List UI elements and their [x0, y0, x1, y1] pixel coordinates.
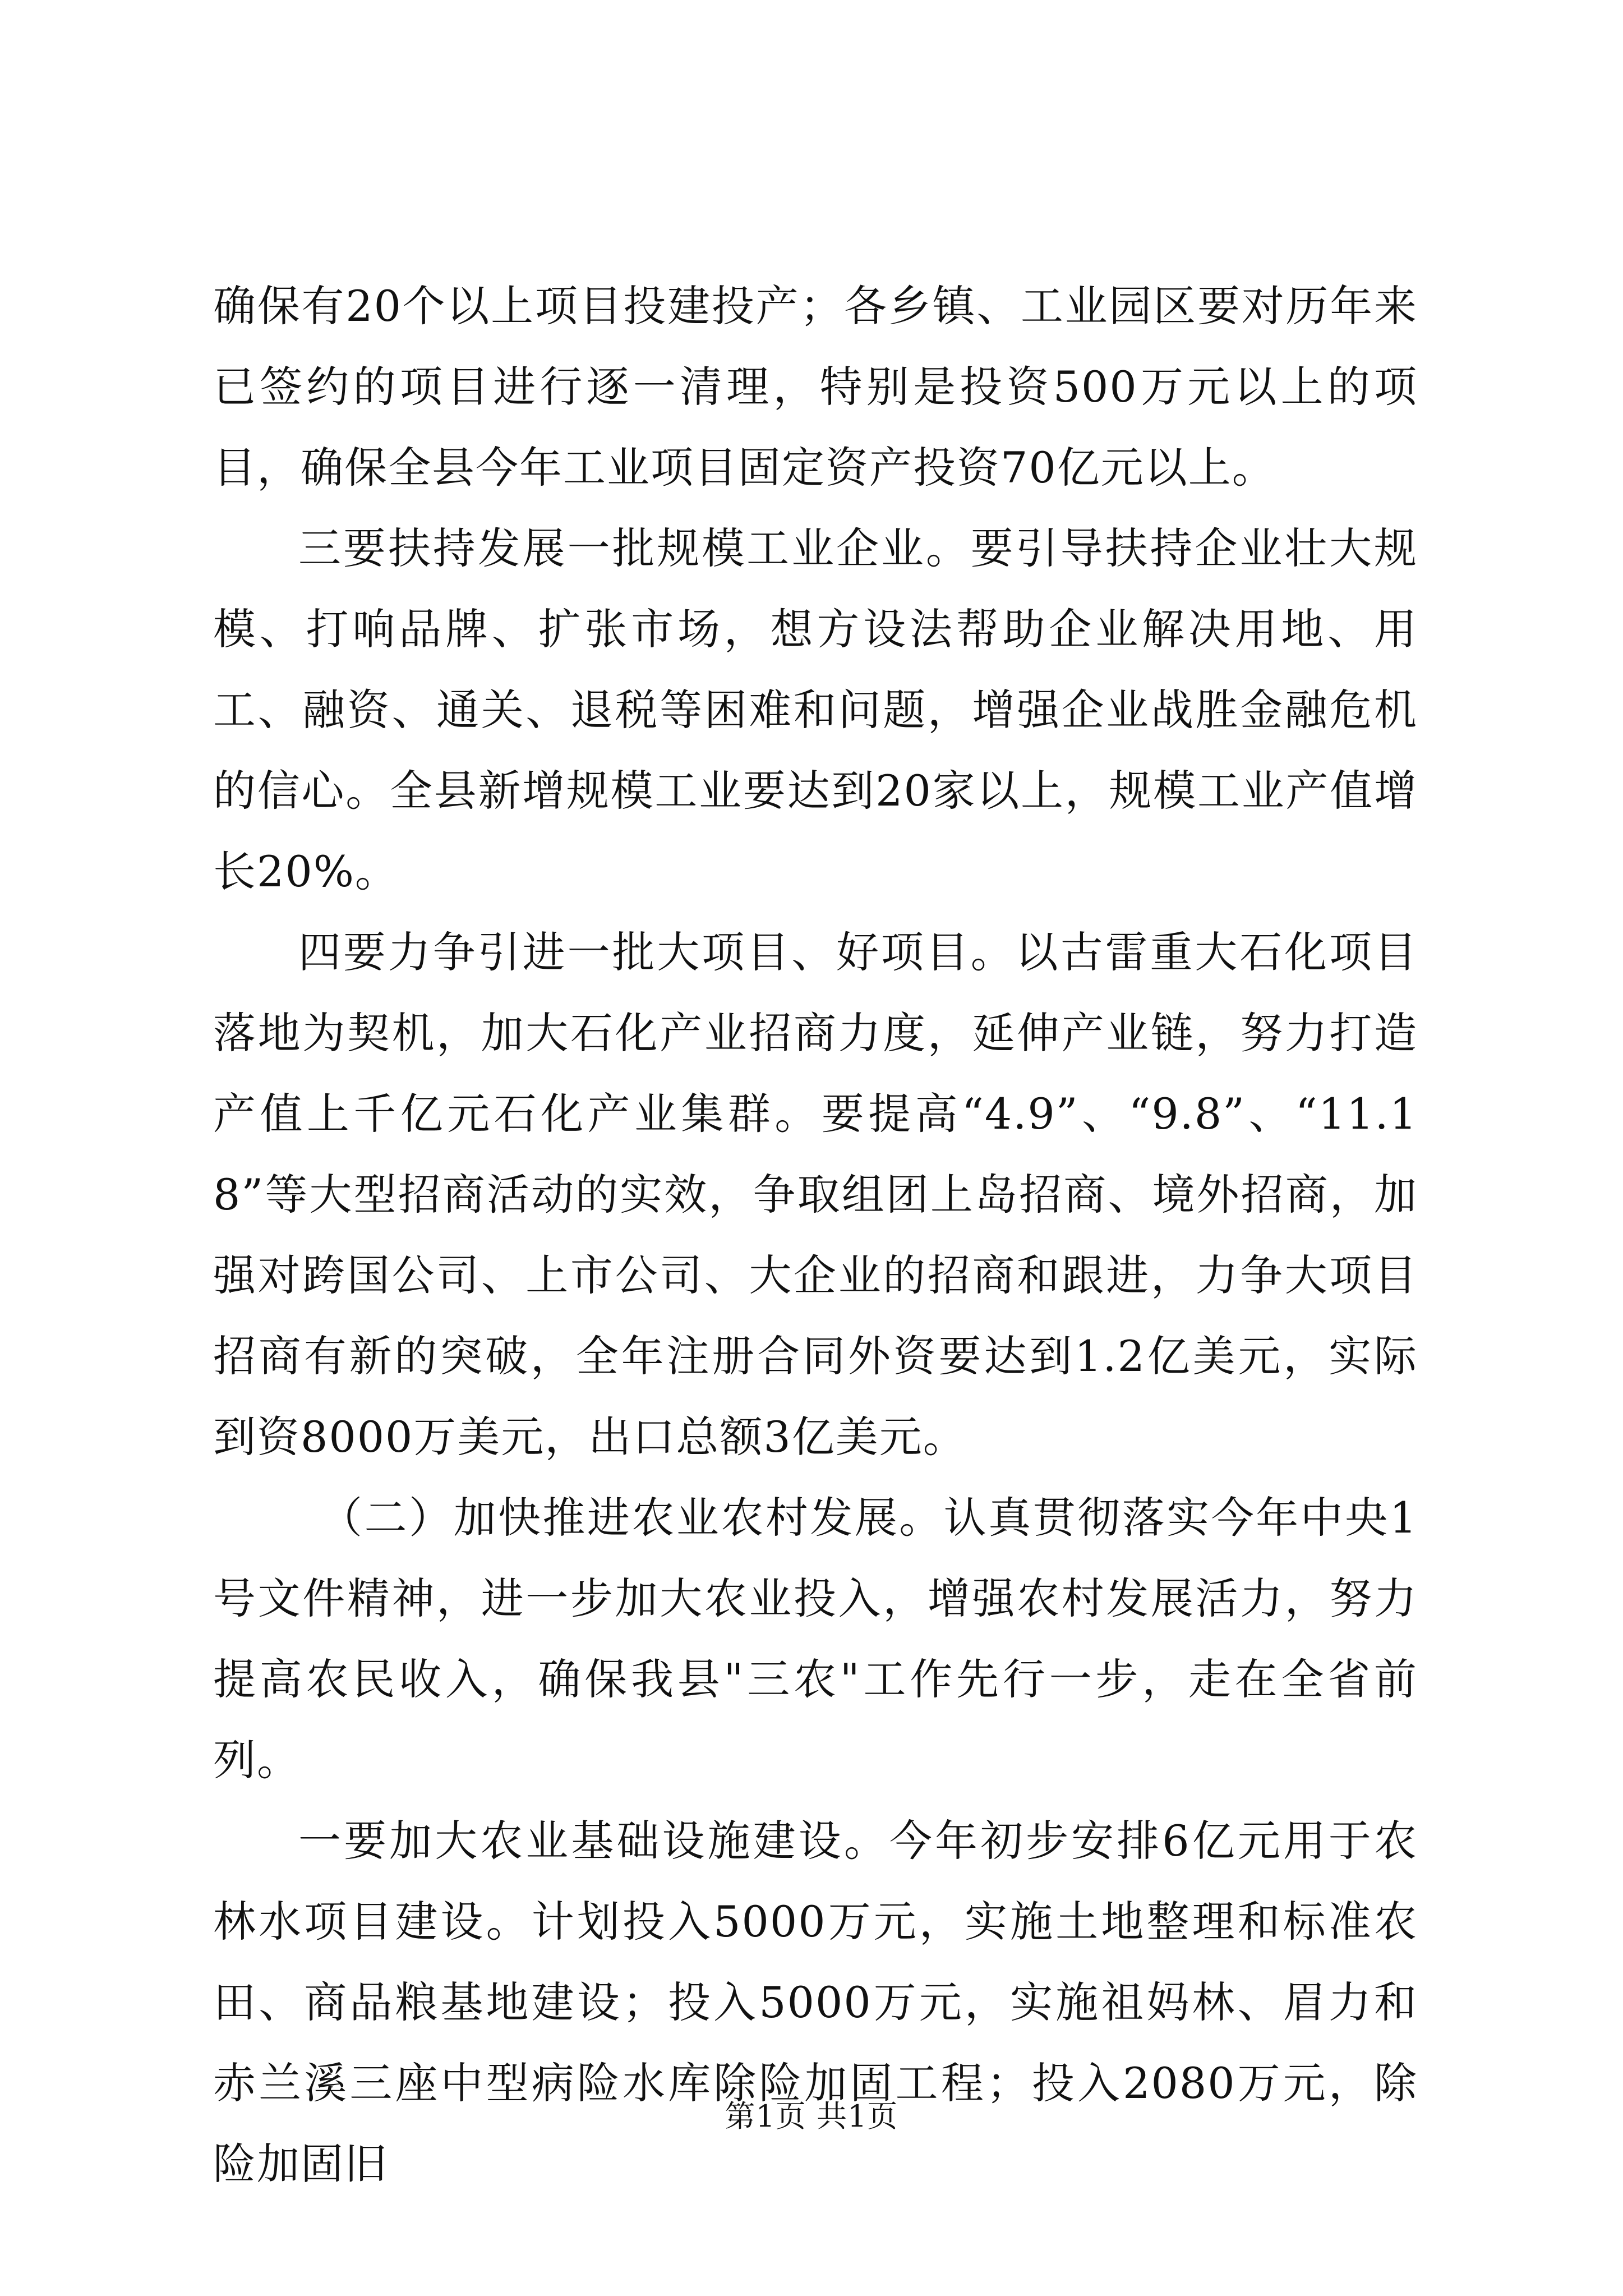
paragraph-continuation: 确保有20个以上项目投建投产；各乡镇、工业园区要对历年来已签约的项目进行逐一清理，特别是投资500万元以上的项目，确保全县今年工业项目固定资产投资70亿元以上。 — [213, 281, 1418, 493]
paragraph-agri-infrastructure: 一要加大农业基础设施建设。今年初步安排6亿元用于农林水项目建设。计划投入5000万元，实施土地整理和标准农田、商品粮基地建设；投入5000万元，实施祖妈林、眉力和赤兰溪三座中型病险水库除险加固工程；投入2080万元，除险加固旧 — [213, 1816, 1418, 2189]
paragraph-major-projects: 四要力争引进一批大项目、好项目。以古雷重大石化项目落地为契机，加大石化产业招商力度，延伸产业链，努力打造产值上千亿元石化产业集群。要提高“4.9”、“9.8”、“11.18”等大型招商活动的实效，争取组团上岛招商、境外招商，加强对跨国公司、上市公司、大企业的招商和跟进，力争大项目招商有新的突破，全年注册合同外资要达到1.2亿美元，实际到资8000万美元，出口总额3亿美元。 — [213, 927, 1418, 1462]
paragraph-industrial-enterprises: 三要扶持发展一批规模工业企业。要引导扶持企业壮大规模、打响品牌、扩张市场，想方设法帮助企业解决用地、用工、融资、通关、退税等困难和问题，增强企业战胜金融危机的信心。全县新增规模工业要达到20家以上，规模工业产值增长20%。 — [213, 523, 1418, 896]
paragraph-agriculture-heading: （二）加快推进农业农村发展。认真贯彻落实今年中央1号文件精神，进一步加大农业投入，增强农村发展活力，努力提高农民收入，确保我县"三农"工作先行一步，走在全省前列。 — [213, 1493, 1418, 1785]
document-body — [213, 266, 1418, 2205]
page-footer: 第1页 共1页 — [725, 2099, 898, 2134]
